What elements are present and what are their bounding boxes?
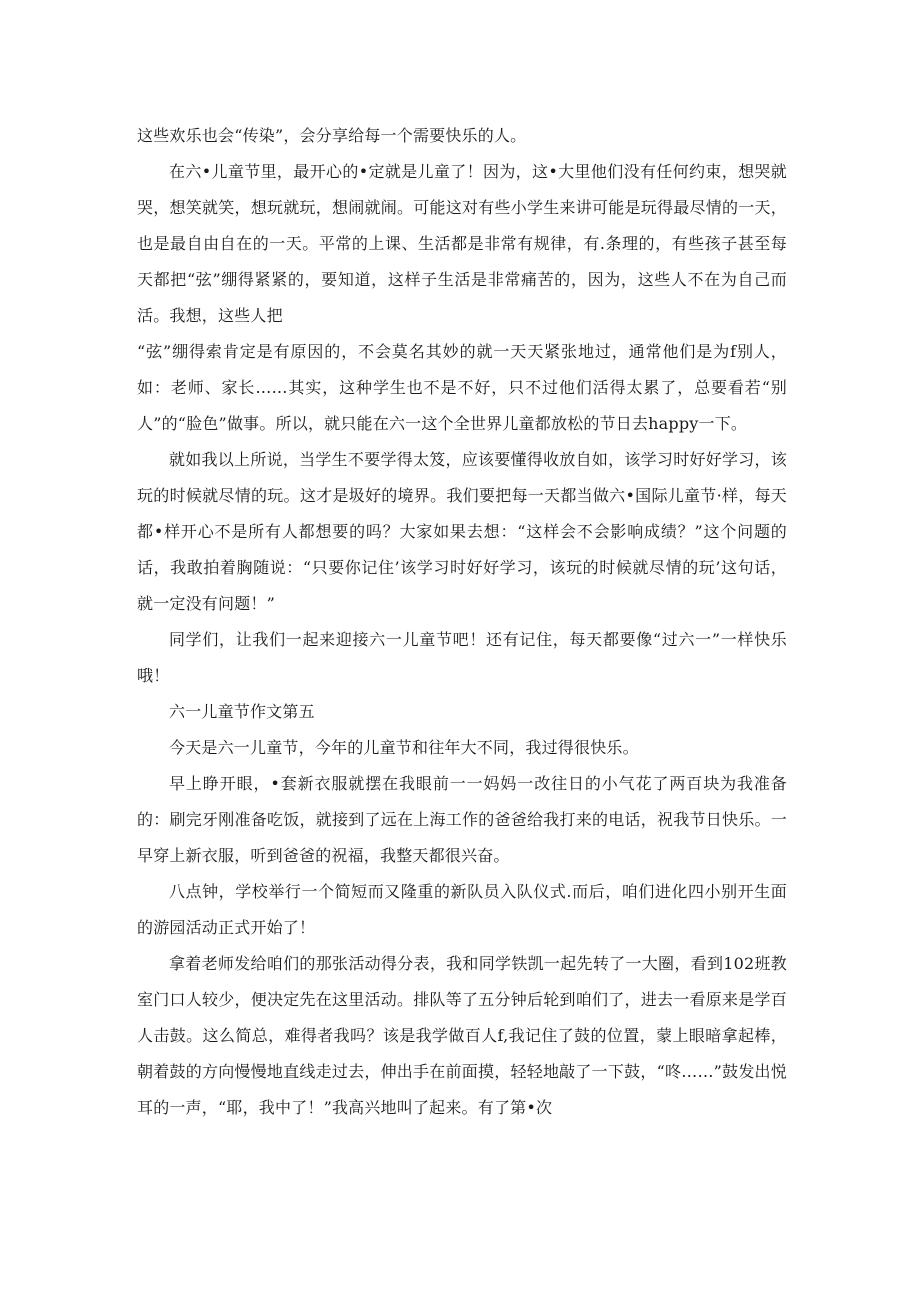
paragraph-1: 这些欢乐也会“传染”，会分享给每一个需要快乐的人。	[137, 126, 527, 145]
paragraph-9: 拿着老师发给咱们的那张活动得分表，我和同学铁凯一起先转了一大圈，看到102班教室门口人较少，便决定先在这里活动。排队等了五分钟后轮到咱们了，进去一看原来是学百人击鼓。这么简总，难得者我吗？该是我学做百人f,我记住了鼓的位置，蒙上眼暗拿起棒，朝着鼓的方向慢慢地直线走过去，伸出手在前面摸，轻轻地敲了一下鼓，“咚……”鼓发出悦耳的一声，“耶，我中了！”我高兴地叫了起来。有了第•次	[137, 954, 787, 1117]
paragraph-7: 早上睁开眼，•套新衣服就摆在我眼前一一妈妈一改往日的小气花了两百块为我准备的：刷完牙刚准备吃饭，就接到了远在上海工作的爸爸给我打来的电话，祝我节日快乐。一早穿上新衣服，听到爸爸的祝福，我整天都很兴奋。	[137, 774, 787, 865]
paragraph-5: 同学们，让我们一起来迎接六一儿童节吧！还有记住，每天都要像“过六一”一样快乐哦！	[137, 630, 787, 685]
document-body	[137, 118, 787, 1126]
paragraph-8: 八点钟，学校举行一个简短而又隆重的新队员入队仪式.而后，咱们进化四小别开生面的游园活动正式开始了！	[137, 882, 787, 937]
paragraph-3: “弦”绷得索肯定是有原因的，不会莫名其妙的就一天天紧张地过，通常他们是为f别人，如：老师、家长……其实，这种学生也不是不好，只不过他们活得太累了，总要看若“别人”的“脸色”做事。所以，就只能在六一这个全世界儿童都放松的节日去happy一下。	[137, 342, 787, 433]
paragraph-4: 就如我以上所说，当学生不要学得太笈，应该要懂得收放自如，该学习时好好学习，该玩的时候就尽情的玩。这才是圾好的境界。我们要把每一天都当做六•国际儿童节·样，每天都•样开心不是所有人都想要的吗？大家如果去想：“这样会不会影响成绩？”这个问题的话，我敢拍着胸随说：“只要你记住’该学习时好好学习，该玩的时候就尽情的玩’这句话，就一定没有问题！”	[137, 450, 787, 613]
paragraph-6: 今天是六一儿童节，今年的儿童节和往年大不同，我过得很快乐。	[169, 738, 639, 757]
section-heading: 六一儿童节作文第五	[169, 702, 315, 721]
paragraph-2: 在六•儿童节里，最开心的•定就是儿童了！因为，这•大里他们没有任何约束，想哭就哭，想笑就笑，想玩就玩，想闹就闹。可能这对有些小学生来讲可能是玩得最尽情的一天，也是最自由自在的一天。平常的上课、生活都是非常有规律，有.条理的，有些孩子甚至每天都把“弦”绷得紧紧的，要知道，这样子生活是非常痛苦的，因为，这些人不在为自己而活。我想，这些人把	[137, 162, 787, 325]
